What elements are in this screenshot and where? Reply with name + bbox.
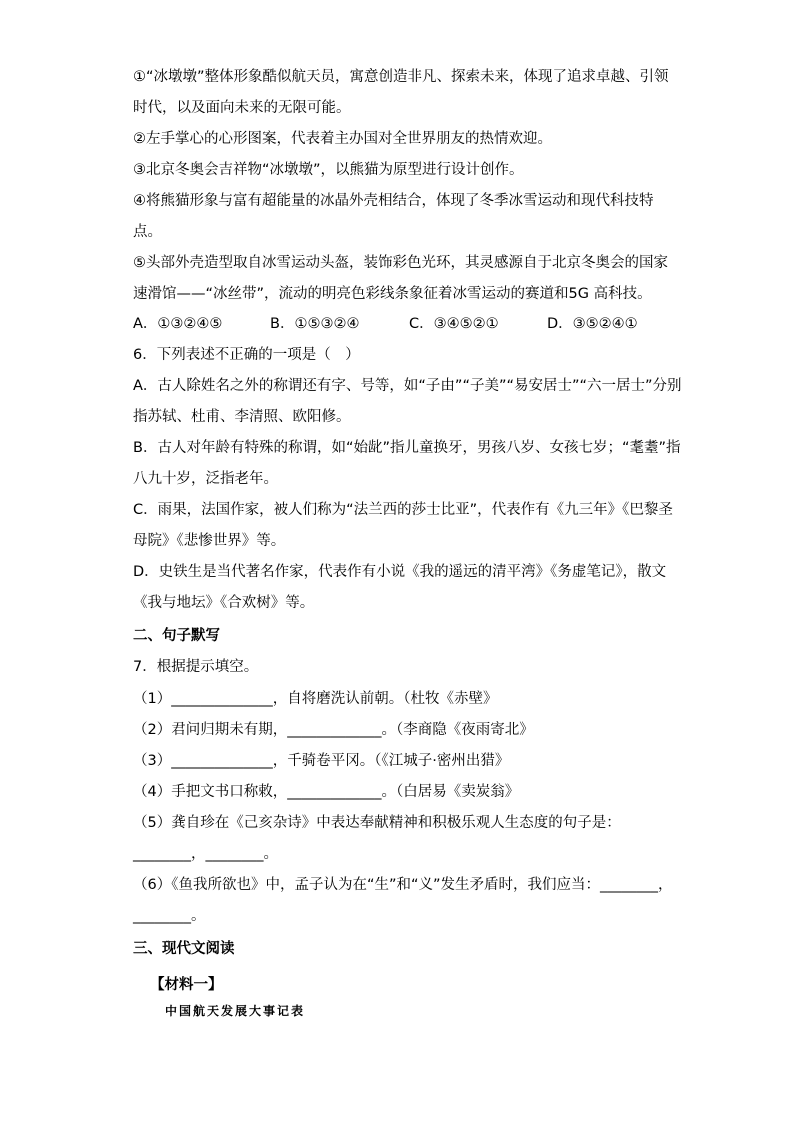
material-label: 【材料一】 — [150, 977, 223, 993]
q6-option-a-line-1: A．古人除姓名之外的称谓还有字、号等，如“子由”“子美”“易安居士”“六一居士”分别 — [133, 378, 682, 394]
part3-heading: 三、现代文阅读 — [133, 941, 235, 957]
q6-option-c-line-1: C．雨果，法国作家，被人们称为“法兰西的莎士比亚”，代表作有《九三年》《巴黎圣 — [133, 502, 673, 518]
option-d: D．③⑤②④① — [547, 316, 638, 332]
statement-4-line-2: 点。 — [133, 224, 162, 240]
q6-option-a-line-2: 指苏轼、杜甫、李清照、欧阳修。 — [133, 409, 351, 425]
q7-item-5-line-2: ________，________。 — [133, 846, 278, 862]
q6-option-b-line-1: B．古人对年龄有特殊的称谓，如“始龀”指儿童换牙，男孩八岁、女孩七岁；“耄耋”指 — [133, 440, 681, 456]
statement-5-line-1: ⑤头部外壳造型取自冰雪运动头盔，装饰彩色光环，其灵感源自于北京冬奥会的国家 — [133, 255, 668, 271]
q7-item-1: （1）______________，自将磨洗认前朝。（杜牧《赤壁》 — [133, 691, 498, 707]
part2-heading: 二、句子默写 — [133, 628, 220, 644]
table-title: 中国航天发展大事记表 — [165, 1004, 306, 1018]
q6-option-d-line-1: D．史铁生是当代著名作家，代表作有小说《我的遥远的清平湾》《务虚笔记》，散文 — [133, 564, 667, 580]
q6-option-c-line-2: 母院》《悲惨世界》等。 — [133, 533, 286, 549]
q7-item-6-line-1: （6）《鱼我所欲也》中，孟子认为在“生”和“义”发生矛盾时，我们应当：________， — [133, 877, 673, 893]
option-b: B．①⑤③②④ — [270, 316, 360, 332]
statement-4-line-1: ④将熊猫形象与富有超能量的冰晶外壳相结合，体现了冬季冰雪运动和现代科技特 — [133, 193, 654, 209]
q7-stem: 7．根据提示填空。 — [133, 659, 259, 675]
q7-item-3: （3）______________，千骑卷平冈。（《江城子·密州出猎》 — [133, 753, 510, 769]
statement-1-line-1: ①“冰墩墩”整体形象酷似航天员，寓意创造非凡、探索未来，体现了追求卓越、引领 — [133, 69, 669, 85]
q7-item-2: （2）君问归期未有期，_____________。（李商隐《夜雨寄北》 — [133, 722, 534, 738]
statement-5-line-2: 速滑馆——“冰丝带”，流动的明亮色彩线条象征着冰雪运动的赛道和5G 高科技。 — [133, 286, 652, 302]
option-a: A．①③②④⑤ — [133, 316, 223, 332]
q7-item-4: （4）手把文书口称敕，_____________。（白居易《卖炭翁》 — [133, 784, 520, 800]
statement-3: ③北京冬奥会吉祥物“冰墩墩”，以熊猫为原型进行设计创作。 — [133, 162, 524, 178]
q5-options — [133, 314, 663, 334]
q7-item-5-line-1: （5）龚自珍在《己亥杂诗》中表达奉献精神和积极乐观人生态度的句子是： — [133, 815, 621, 831]
q6-option-d-line-2: 《我与地坛》《合欢树》等。 — [133, 595, 315, 611]
statement-2: ②左手掌心的心形图案，代表着主办国对全世界朋友的热情欢迎。 — [133, 131, 552, 147]
q7-item-6-line-2: ________。 — [133, 908, 206, 924]
option-c: C．③④⑤②① — [409, 316, 499, 332]
q6-stem: 6．下列表述不正确的一项是（ ） — [133, 347, 360, 363]
q6-option-b-line-2: 八九十岁，泛指老年。 — [133, 471, 278, 487]
statement-1-line-2: 时代，以及面向未来的无限可能。 — [133, 100, 351, 116]
